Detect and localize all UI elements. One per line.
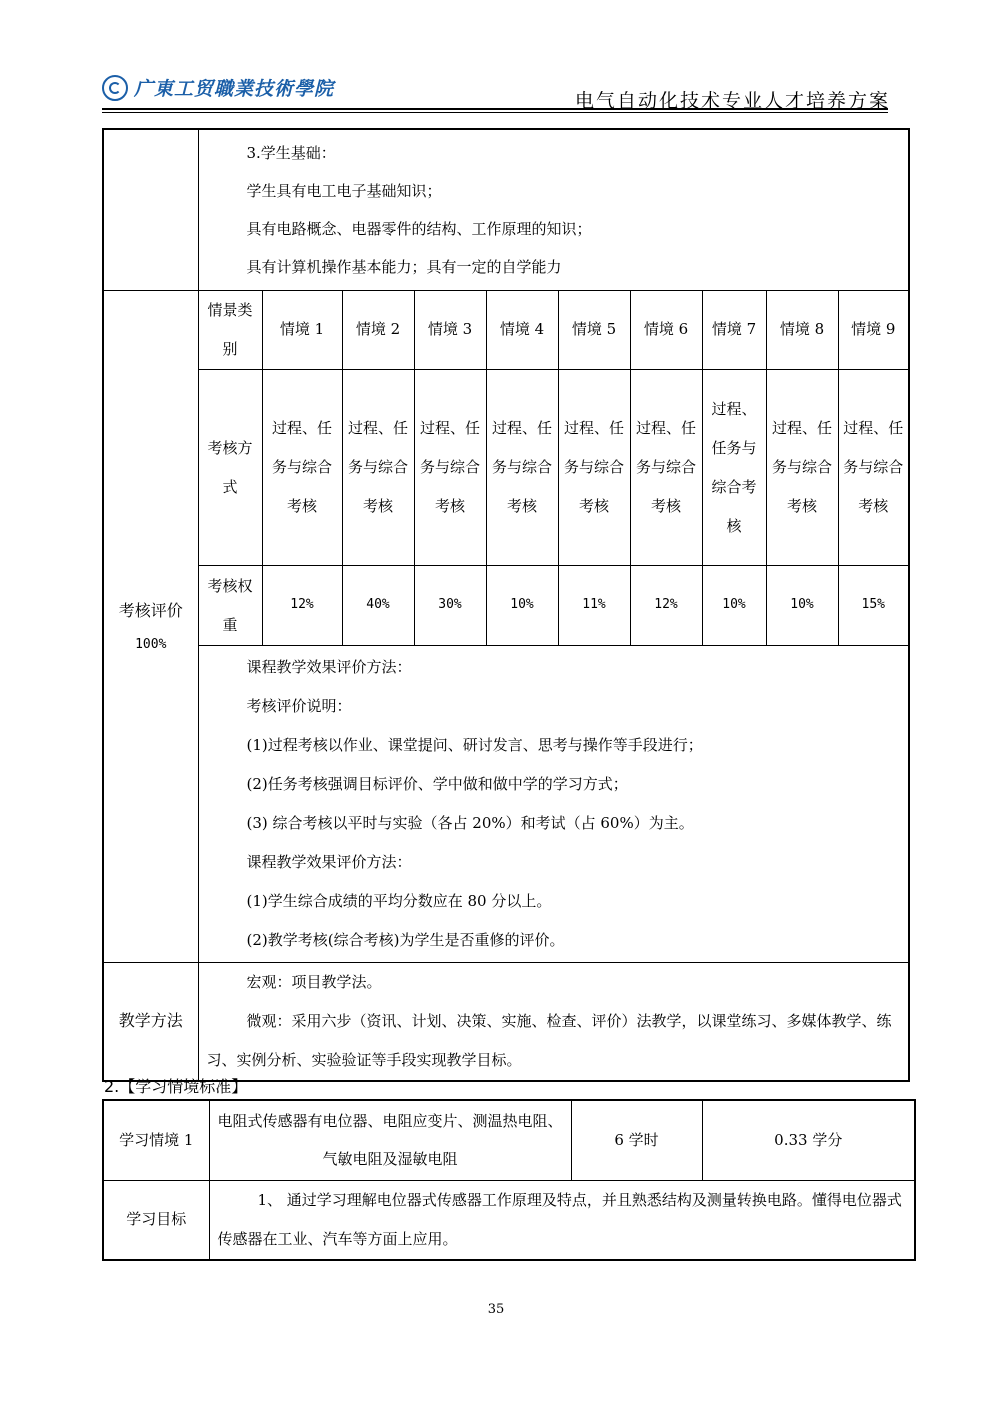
header-rule-thin	[102, 112, 888, 113]
institution-logo	[102, 74, 334, 101]
scenario-weight: 12%	[262, 566, 342, 646]
note-line: 课程教学效果评价方法：	[246, 853, 412, 871]
scenario-method: 过程、任务与综合考核	[558, 370, 630, 566]
section-title: 2.【学习情境标准】	[104, 1077, 248, 1096]
assessment-notes-row	[103, 646, 909, 963]
teaching-macro: 宏观：项目教学法。	[246, 973, 382, 991]
scenario-method: 过程、任务与综合考核	[486, 370, 558, 566]
learning-goal-label: 学习目标	[103, 1180, 209, 1260]
basis-line: 具有计算机操作基本能力；具有一定的自学能力	[246, 258, 562, 276]
scenario-standard-hours: 6 学时	[571, 1100, 702, 1180]
scenario-method: 过程、任务与综合考核	[766, 370, 838, 566]
assessment-label-cell	[103, 291, 198, 963]
document-title: 电气自动化技术专业人才培养方案	[574, 90, 890, 112]
note-line: (2)任务考核强调目标评价、学中做和做中学的学习方式；	[246, 775, 628, 793]
scenario-method: 过程、任务与综合考核	[838, 370, 909, 566]
scenario-weight: 10%	[766, 566, 838, 646]
scenario-weight: 10%	[702, 566, 766, 646]
weight-label: 考核权重	[198, 566, 262, 646]
method-label: 考核方式	[198, 370, 262, 566]
scenario-category-row	[103, 291, 909, 370]
note-line: (2)教学考核(综合考核)为学生是否重修的评价。	[246, 931, 565, 949]
scenario-name: 情境 2	[342, 291, 414, 370]
header-rule	[102, 108, 888, 110]
scenario-standard-credits: 0.33 学分	[702, 1100, 915, 1180]
scenario-method: 过程、任务与综合考核	[414, 370, 486, 566]
basis-row	[103, 129, 909, 291]
scenario-name: 情境 5	[558, 291, 630, 370]
scenario-weight: 10%	[486, 566, 558, 646]
learning-goal-row	[103, 1180, 915, 1260]
scenario-name: 情境 6	[630, 291, 702, 370]
scenario-method: 过程、任务与综合考核	[630, 370, 702, 566]
note-line: (3) 综合考核以平时与实验（各占 20%）和考试（占 60%）为主。	[246, 814, 694, 832]
scenario-standard-label: 学习情境 1	[103, 1100, 209, 1180]
basis-line: 3.学生基础：	[246, 144, 336, 162]
scenario-standard-table	[102, 1099, 916, 1261]
scenario-method: 过程、任务与综合考核	[262, 370, 342, 566]
note-line: (1)学生综合成绩的平均分数应在 80 分以上。	[246, 892, 552, 910]
course-table	[102, 128, 910, 1082]
scenario-standard-row	[103, 1100, 915, 1180]
scenario-standard-title: 电阻式传感器有电位器、电阻应变片、测温热电阻、气敏电阻及湿敏电阻	[209, 1100, 571, 1180]
logo-emblem-icon	[102, 75, 128, 101]
teaching-micro: 微观：采用六步（资讯、计划、决策、实施、检查、评价）法教学，以课堂练习、多媒体教学、练习、实例分析、实验验证等手段实现教学目标。	[206, 1012, 892, 1069]
scenario-weight: 30%	[414, 566, 486, 646]
scenario-weight: 11%	[558, 566, 630, 646]
scenario-method: 过程、任务与综合考核	[342, 370, 414, 566]
scenario-name: 情境 4	[486, 291, 558, 370]
note-line: 考核评价说明：	[246, 697, 352, 715]
scenario-weight: 15%	[838, 566, 909, 646]
scenario-name: 情境 1	[262, 291, 342, 370]
assessment-weight-row	[103, 566, 909, 646]
scenario-name: 情境 9	[838, 291, 909, 370]
page-header	[102, 66, 890, 110]
scenario-weight: 12%	[630, 566, 702, 646]
scenario-name: 情境 7	[702, 291, 766, 370]
scenario-weight: 40%	[342, 566, 414, 646]
assessment-total: 100%	[135, 636, 167, 652]
category-label: 情景类别	[198, 291, 262, 370]
teaching-method-row	[103, 963, 909, 1082]
assessment-method-row	[103, 370, 909, 566]
learning-goal-cell	[209, 1180, 915, 1260]
scenario-name: 情境 3	[414, 291, 486, 370]
page-number: 35	[487, 1302, 505, 1317]
basis-line: 具有电路概念、电器零件的结构、工作原理的知识；	[246, 220, 592, 238]
basis-line: 学生具有电工电子基础知识；	[246, 182, 442, 200]
note-line: (1)过程考核以作业、课堂提问、研讨发言、思考与操作等手段进行；	[246, 736, 703, 754]
institution-name: 广東工贸職業技術學院	[134, 78, 335, 100]
note-line: 课程教学效果评价方法：	[246, 658, 412, 676]
teaching-method-label: 教学方法	[103, 963, 198, 1082]
assessment-label: 考核评价	[118, 600, 183, 620]
scenario-name: 情境 8	[766, 291, 838, 370]
learning-goal-text: 1、 通过学习理解电位器式传感器工作原理及特点，并且熟悉结构及测量转换电路。懂得电位器式传感器在工业、汽车等方面上应用。	[217, 1190, 902, 1248]
teaching-method-cell	[198, 963, 909, 1082]
basis-label-cell	[103, 129, 198, 291]
scenario-method: 过程、任务与综合考核	[702, 370, 766, 566]
basis-cell	[198, 129, 909, 291]
assessment-notes-cell	[198, 646, 909, 963]
